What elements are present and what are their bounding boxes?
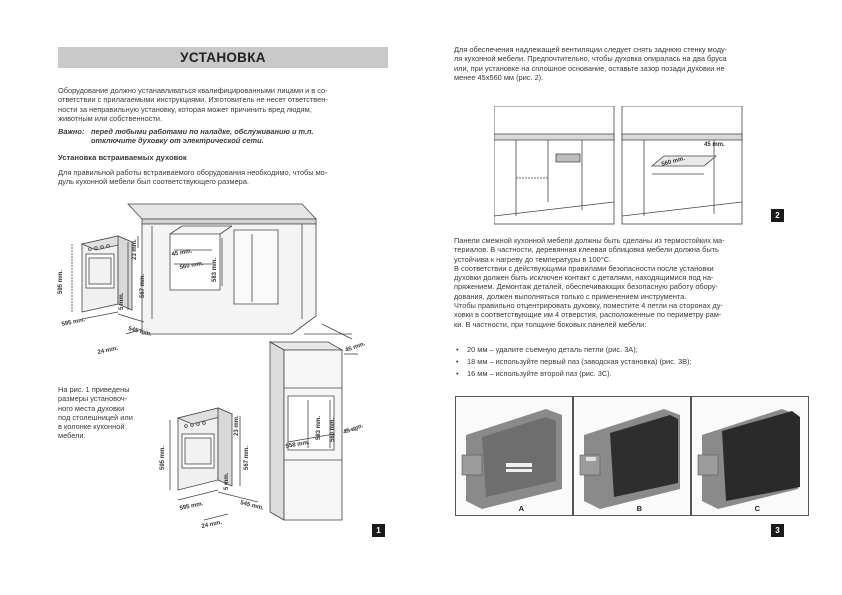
dim-583: 583 mm. [212, 257, 218, 282]
dim-45-top: 45 mm. [344, 341, 367, 354]
photo-a [455, 396, 573, 516]
list-item: • 18 мм – используйте первый паз (заводская установка) (рис. 3В); [454, 357, 799, 366]
photo-label-a: A [518, 504, 524, 513]
page-title: УСТАНОВКА [58, 47, 388, 68]
dim-558-col: 558 mm. [285, 439, 310, 450]
section-heading: Установка встраиваемых духовок [58, 153, 187, 162]
figure-2-ventilation-diagram [494, 106, 774, 226]
page-number-3: 3 [771, 524, 784, 537]
list-item: • 16 мм – используйте второй паз (рис. 3С). [454, 369, 799, 378]
dim-595b: 595 mm. [61, 317, 86, 328]
right-page [421, 0, 842, 595]
list-item: • 20 мм – удалите съемную деталь петли (рис. 3А); [454, 345, 799, 354]
page-number-1: 1 [372, 524, 385, 537]
figure-caption: На рис. 1 приведены размеры установоч- ного места духовки под столешницей или в колонке кухонной мебели. [58, 385, 133, 441]
dim-595b-col: 595 mm. [179, 501, 204, 512]
dim-567-col: 567 mm. [244, 445, 250, 470]
photo-b [573, 396, 691, 516]
dim-24-col: 24 mm. [201, 519, 223, 530]
ventilation-paragraph: Для обеспечения надлежащей вентиляции следует снять заднюю стенку моду- ля кухонной мебели. Предпочтительно, чтобы духовка опиралась на два бруса или, при установке на сплошное основание, оставьте зазор позади духовки не менее 45х560 мм (рис. 2). [454, 45, 728, 82]
dim-23: 23 mm. [132, 239, 138, 260]
intro-paragraph: Оборудование должно устанавливаться квалифицированными лицами и в со- ответствии с прилагаемыми инструкциями. Изготовитель не несет ответствен- ности за неправильную установку, которая может причинить вред людям, животным или собственности. [58, 86, 328, 123]
dim-595-col: 595 mm. [160, 445, 166, 470]
photo-label-b: B [636, 504, 642, 513]
dim-560: 560 mm. [179, 260, 204, 271]
photo-label-c: C [754, 504, 760, 513]
dim-45b-col: 45 mm. [342, 423, 365, 436]
section-text: Для правильной работы встраиваемого оборудования необходимо, чтобы мо- дуль кухонной мебели был соответствующего размера. [58, 168, 328, 187]
dim-23-col: 23 mm. [234, 415, 240, 436]
dim-45: 45 mm. [171, 248, 193, 258]
dim-560-fig2: 560 mm. [660, 155, 686, 168]
dim-595: 595 mm. [58, 269, 64, 294]
dim-567: 567 mm. [140, 273, 146, 298]
dim-45-fig2: 45 mm. [704, 142, 725, 148]
warning-note: Важно: перед любыми работами по наладке, обслуживанию и т.п. отключите духовку от электрической сети. [58, 127, 314, 146]
figure-2-number: 2 [771, 209, 784, 222]
figure-1-column-diagram [158, 330, 383, 530]
dim-560-col: 560 mm. [330, 417, 336, 442]
dim-5: 5 mm. [119, 292, 125, 310]
panels-paragraph: Панели смежной кухонной мебели должны быть сделаны из термостойких ма- териалов. В частности, деревянная клеевая облицовка мебели должна быть устойчива к нагреву до температуры в 100°С. В соответствии с действующими правилами безопасности после установки духовки должен быть исключен контакт с деталями, находящимися под на- пряжением. Демонтаж деталей, обеспечивающих безопасную работу обору- дования, должен выполняться только с применением инструмента. Чтобы правильно отцентрировать духовку, поместите 4 петли на сторонах ду- ховки в соответствующие им 4 отверстия, расположенные по периметру рам- ки. В частности, при толщине боковых панелей мебели: [454, 236, 725, 329]
dim-583-col: 583 mm. [316, 415, 322, 440]
dim-5-col: 5 mm. [224, 472, 230, 490]
dim-545-col: 545 mm. [239, 500, 265, 512]
photo-c [691, 396, 809, 516]
dim-24: 24 mm. [97, 345, 119, 356]
thickness-list [454, 345, 799, 381]
dim-545: 545 mm. [127, 326, 153, 338]
